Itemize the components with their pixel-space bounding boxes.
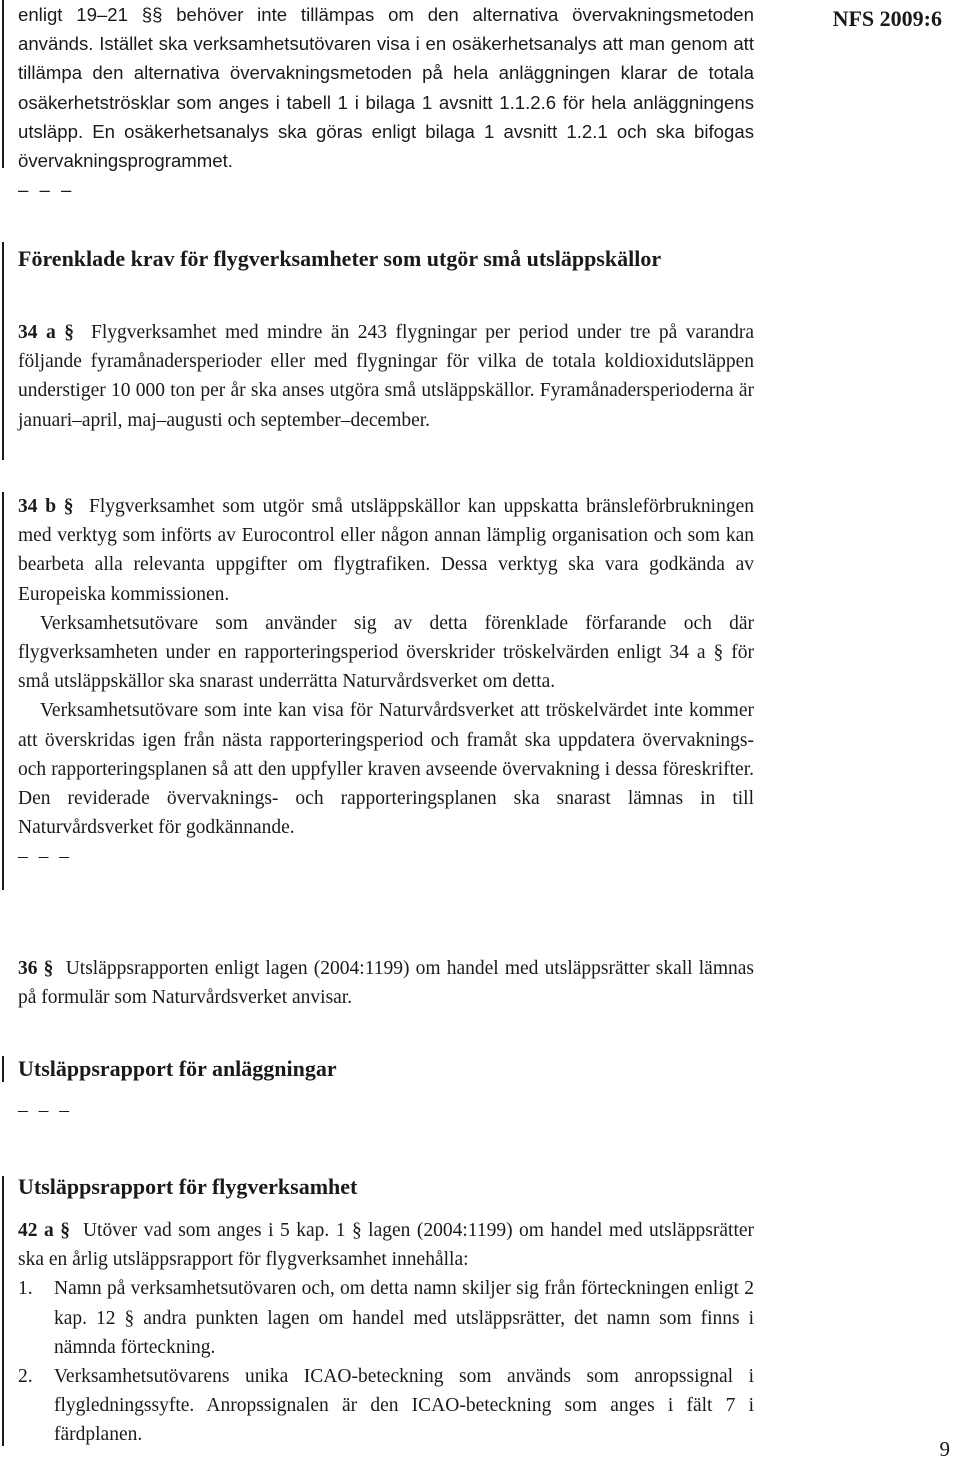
- list-number: 1.: [18, 1278, 33, 1300]
- list-item-text: Namn på verksamhetsutövaren och, om detta namn skiljer sig från förteckningen enligt 2 kap. 12 § andra punkten lagen om handel med utsläppsrätter, det namn som finns i nämnda förteckning.: [54, 1278, 754, 1358]
- list-item: [18, 1274, 754, 1362]
- paragraph-text: Flygverksamhet med mindre än 243 flygningar per period under tre på varandra följande fyramånadersperioder eller med flygningar för vilka de totala koldioxidutsläppen understiger 10 000 ton per år ska anses utgöra små utsläppskällor. Fyramånadersperioderna är januari–april, maj–augusti och september–december.: [18, 322, 754, 431]
- intro-text: enligt 19–21 §§ behöver inte tillämpas om den alternativa övervakningsmetoden används. Istället ska verksamhetsutövaren visa i en osäkerhetsanalys att man genom att tillämpa den alternativa övervakningsmetoden på hela anläggningen klarar de totala osäkerhetströsklar som anges i tabell 1 i bilaga 1 avsnitt 1.1.2.6 för hela anläggningens utsläpp. En osäkerhetsanalys ska göras enligt bilaga 1 avsnitt 1.2.1 och ska bifogas övervakningsprogrammet.: [18, 4, 754, 172]
- section-heading: Utsläppsrapport för anläggningar: [18, 1056, 337, 1081]
- list-number: 2.: [18, 1366, 33, 1388]
- paragraph-text: Flygverksamhet som utgör små utsläppskällor kan uppskatta bränsleförbrukningen med verktyg som införts av Eurocontrol eller någon annan lämplig organisation och som kan bearbeta alla relevanta uppgifter om flygtrafiken. Dessa verktyg ska vara godkända av Europeiska kommissionen.: [18, 496, 755, 605]
- change-bar: [2, 492, 4, 890]
- paragraph-label: 34 a §: [18, 322, 74, 343]
- paragraph-36: [18, 954, 754, 1012]
- paragraph-34b: [18, 492, 754, 872]
- paragraph-label: 34 b §: [18, 496, 74, 517]
- section-heading: Förenklade krav för flygverksamheter som utgör små utsläppskällor: [18, 246, 662, 271]
- paragraph-text: Utöver vad som anges i 5 kap. 1 § lagen (2004:1199) om handel med utsläppsrätter ska en årlig utsläppsrapport för flygverksamhet innehålla:: [18, 1220, 755, 1271]
- separator: – – –: [18, 846, 72, 868]
- paragraph-text: Verksamhetsutövare som använder sig av detta förenklade förfarande och där flygverksamheten under en rapporteringsperiod överskrider tröskelvärden enligt 34 a § för små utsläppskällor ska snarast underrätta Naturvårdsverket om detta.: [18, 612, 754, 693]
- change-bar: [2, 242, 4, 460]
- change-bar: [2, 1176, 4, 1446]
- change-bar: [2, 0, 4, 168]
- paragraph-text: Verksamhetsutövare som inte kan visa för Naturvårdsverket att tröskelvärdet inte kommer att överskridas igen från nästa rapporteringsperiod och framåt ska uppdatera övervaknings- och rapporteringsplanen så att den uppfyller kraven avseende övervakning i dessa föreskrifter. Den reviderade övervaknings- och rapporteringsplanen ska snarast lämnas in till Naturvårdsverket för godkännande.: [18, 700, 754, 839]
- separator: – – –: [18, 1100, 72, 1121]
- separator: – – –: [18, 179, 75, 201]
- section-aviation: [18, 1172, 754, 1202]
- section-heading: Utsläppsrapport för flygverksamhet: [18, 1174, 358, 1199]
- page-number: 9: [939, 1437, 950, 1461]
- list-item-text: Verksamhetsutövarens unika ICAO-beteckning som används som anropssignal i flygledningssyfte. Anropssignalen är den ICAO-beteckning som anges i fält 7 i färdplanen.: [54, 1366, 754, 1446]
- section-plants: [18, 1054, 754, 1125]
- paragraph-42a: [18, 1216, 754, 1450]
- intro-paragraph: [18, 0, 754, 204]
- paragraph-text: Utsläppsrapporten enligt lagen (2004:1199) om handel med utsläppsrätter skall lämnas på formulär som Naturvårdsverket anvisar.: [18, 958, 754, 1009]
- requirements-list: [18, 1274, 754, 1449]
- document-code: NFS 2009:6: [832, 6, 942, 31]
- change-bar: [2, 1056, 4, 1082]
- list-item: [18, 1362, 754, 1450]
- paragraph-label: 42 a §: [18, 1220, 70, 1241]
- paragraph-34a: [18, 318, 754, 435]
- paragraph-label: 36 §: [18, 958, 54, 979]
- section-small-emitters: [18, 244, 754, 274]
